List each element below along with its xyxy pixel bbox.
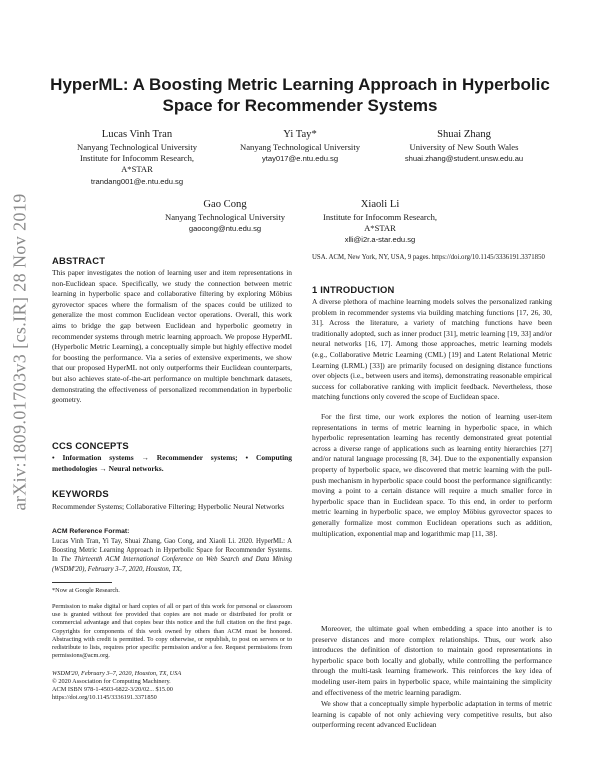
author-affiliation: Nanyang Technological University (165, 212, 285, 222)
author-email[interactable]: trandang001@e.ntu.edu.sg (90, 176, 184, 186)
author-affiliation: Institute for Infocomm Research, (79, 153, 195, 164)
abstract-heading: ABSTRACT (52, 255, 106, 266)
author-block-3 (378, 128, 550, 164)
ccs-text: • Information systems → Recommender systems; • Computing methodologies → Neural networks. (52, 453, 292, 473)
author-affiliation: Nanyang Technological University (77, 142, 197, 152)
arxiv-stamp: arXiv:1809.01703v3 [cs.IR] 28 Nov 2019 (9, 193, 30, 511)
author-affiliation: A*STAR (121, 164, 153, 175)
author-name: Yi Tay* (283, 129, 317, 140)
author-block-1 (52, 128, 222, 187)
conference-line: WSDM'20, February 3–7, 2020, Houston, TX, USA (52, 670, 182, 677)
author-email[interactable]: xlli@i2r.a-star.edu.sg (344, 235, 416, 245)
author-block-2 (215, 128, 385, 164)
author-name: Xiaoli Li (360, 199, 400, 210)
author-email[interactable]: ytay017@e.ntu.edu.sg (261, 154, 339, 164)
acm-ref-heading: ACM Reference Format: (52, 528, 130, 535)
author-name: Gao Cong (203, 199, 247, 210)
author-email[interactable]: gaocong@ntu.edu.sg (188, 224, 262, 234)
author-block-4 (140, 198, 310, 234)
author-name: Lucas Vinh Tran (101, 129, 173, 140)
copyright-line: © 2020 Association for Computing Machinery. (52, 678, 171, 685)
intro-paragraph-1: A diverse plethora of machine learning models solves the personalized ranking problem in recommender systems via building matching functions [17, 26, 30, 31]. Across the literature, a variety of matching functions have been traditionally adopted, such as inner product [31], metric learning [19, 33] and/or neural networks [16, 17]. Among those approaches, metric learning models (e.g., Collaborative Metric Learning (CML) [19] and Latent Relational Metric Learning (LRML) [33]) are primarily focused on designing distance functions over objects (i.e., between users and items), demonstrating reasonable empirical success for collaborative ranking with implicit feedback. Nevertheless, those matching functions only covered the scope of Euclidean space. (312, 297, 552, 402)
author-affiliation: A*STAR (364, 223, 396, 234)
permission-notice: Permission to make digital or hard copies of all or part of this work for personal or classroom use is granted without fee provided that copies are not made or distributed for profit or commercial advantage and that copies bear this notice and the full citation on the first page. Copyrights for components of this work owned by others than ACM must be honored. Abstracting with credit is permitted. To copy otherwise, or republish, to post on servers or to redistribute to lists, requires prior specific permission and/or a fee. Request permissions from permissions@acm.org. (52, 603, 292, 660)
doi-link[interactable]: https://doi.org/10.1145/3336191.3371850 (52, 694, 157, 701)
acm-ref-venue: The Thirteenth ACM International Conference on Web Search and Data Mining (WSDM'20), February 3–7, 2020, Houston, TX, (52, 556, 292, 573)
footnote-rule (52, 582, 112, 583)
paper-title: HyperML: A Boosting Metric Learning Approach in Hyperbolic Space for Recommender Systems (50, 75, 550, 115)
author-name: Shuai Zhang (437, 129, 491, 140)
author-affiliation: Nanyang Technological University (240, 142, 360, 152)
author-block-5 (295, 198, 465, 246)
acm-ref-text (52, 537, 292, 574)
intro-paragraph-3: Moreover, the ultimate goal when embedding a space into another is to preserve distances and more complex relationships. Thus, our work also introduces the definition of distortion to maintain good representations in hyperbolic space both locally and globally, while controlling the performance through the multi-task learning framework. This reinforces the key idea of modeling user-item pairs in hyperbolic space, while maintaining the simplicity and effectiveness of the metric learning paradigm. (312, 624, 552, 697)
footnote: *Now at Google Research. (52, 587, 120, 594)
venue-line: USA. ACM, New York, NY, USA, 9 pages. https://doi.org/10.1145/3336191.3371850 (312, 254, 545, 261)
isbn-line: ACM ISBN 978-1-4503-6822-3/20/02... $15.00 (52, 686, 173, 693)
author-affiliation: Institute for Infocomm Research, (322, 212, 438, 222)
intro-heading: 1 INTRODUCTION (312, 284, 395, 295)
ccs-heading: CCS CONCEPTS (52, 440, 129, 451)
abstract-text: This paper investigates the notion of learning user and item representations in non-Euclidean space. Specifically, we study the connection between metric learning in hyperbolic space and collaborative filtering by exploring Möbius gyrovector spaces where the formalism of the spaces could be utilized to generalize the most common Euclidean vector operations. Overall, this work aims to bridge the gap between Euclidean and hyperbolic geometry in recommender systems through metric learning approach. We propose HyperML (Hyperbolic Metric Learning), a conceptually simple but highly effective model for boosting the performance. Via a series of extensive experiments, we show that our proposed HyperML not only outperforms their Euclidean counterparts, but also achieves state-of-the-art performance on multiple benchmark datasets, demonstrating the effectiveness of personalized recommendation in hyperbolic geometry. (52, 268, 292, 405)
intro-paragraph-2: For the first time, our work explores the notion of learning user-item representations in terms of metric learning in hyperbolic space, in which hyperbolic representation learning has recently demonstrated great potential across a diverse range of applications such as learning entity hierarchies [27] and/or natural language processing [8, 34]. Due to the exponentially expansion property of hyperbolic space, we discovered that metric learning with the pull-push mechanism in hyperbolic space could boost the performance significantly: moving a point to a certain distance will require a much smaller force in hyperbolic space than in Euclidean space. To this end, in order to perform metric learning in hyperbolic space, we employ Möbius gyrovector spaces to generally formalize most common Euclidean operations such as addition, multiplication, exponential map and logarithmic map [11, 38]. (312, 412, 552, 538)
intro-paragraph-4: We show that a conceptually simple hyperbolic adaptation in terms of metric learning is capable of not only achieving very competitive results, but also outperforming recent advanced Euclidean (312, 699, 552, 730)
acm-ref-plain: Lucas Vinh Tran, Yi Tay, Shuai Zhang, Gao Cong, and Xiaoli Li. 2020. HyperML: A Boosting Metric Learning Approach in Hyperbolic Space for Recommender Systems. In (52, 538, 292, 564)
author-email[interactable]: shuai.zhang@student.unsw.edu.au (404, 154, 524, 164)
author-affiliation: University of New South Wales (409, 142, 519, 152)
keywords-heading: KEYWORDS (52, 488, 109, 499)
keywords-text: Recommender Systems; Collaborative Filtering; Hyperbolic Neural Networks (52, 502, 285, 511)
